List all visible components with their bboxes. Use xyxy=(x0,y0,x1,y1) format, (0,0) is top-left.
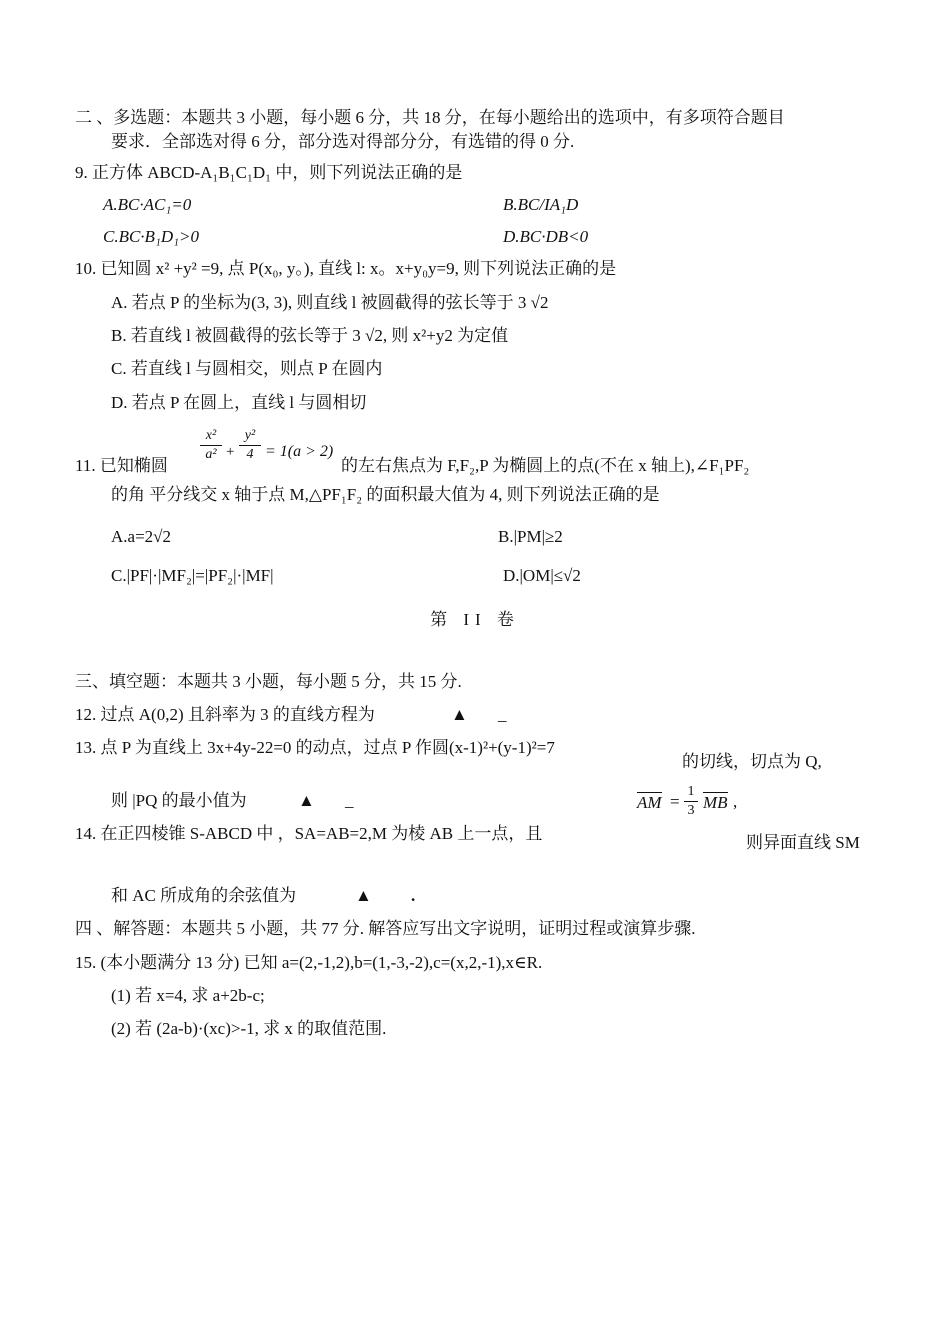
question-15-part-1: (1) 若 x=4, 求 a+2b-c; xyxy=(111,986,265,1005)
question-14-line1: 14. 在正四棱锥 S-ABCD 中 ，SA=AB=2,M 为棱 AB 上一点，且 xyxy=(75,824,543,843)
question-9-option-b: B.BC/IA₁D xyxy=(503,195,579,214)
question-10-option-d: D. 若点 P 在圆上，直线 l 与圆相切 xyxy=(111,393,367,412)
equation-denominator: 3 xyxy=(687,803,695,818)
equation-denominator: 4 xyxy=(246,447,254,462)
question-14-line2: 和 AC 所成角的余弦值为 xyxy=(111,886,297,905)
answer-blank-line: . xyxy=(411,886,416,905)
question-9-option-c: C.BC·B₁D₁>0 xyxy=(103,227,200,246)
vector-mb: MB xyxy=(703,793,728,812)
fraction-bar xyxy=(684,801,698,802)
question-14-line1-continued: 则异面直线 SM xyxy=(746,833,860,852)
answer-blank-marker: ▲ xyxy=(451,705,468,724)
answer-blank-marker: ▲ xyxy=(355,886,372,905)
volume-2-title: 第 II 卷 xyxy=(430,610,520,629)
equation-numerator: y² xyxy=(244,428,256,443)
question-11-suffix: 的左右焦点为 F,F₂,P 为椭圆上的点(不在 x 轴上),∠F₁PF₂ xyxy=(341,456,750,475)
equation-fraction-x2-a2 xyxy=(200,428,222,463)
equation-fraction-one-third xyxy=(684,784,698,819)
section2-heading-line2: 要求．全部选对得 6 分，部分选对得部分分，有选错的得 0 分. xyxy=(111,132,575,151)
section4-heading: 四 、解答题：本题共 5 小题，共 77 分. 解答应写出文字说明，证明过程或演算步骤. xyxy=(75,919,696,938)
question-11-option-c: C.|PF|·|MF₂|=|PF₂|·|MF| xyxy=(111,566,274,585)
section2-heading-line1: 二 、多选题：本题共 3 小题，每小题 6 分，共 18 分，在每小题给出的选项中，有多项符合题目 xyxy=(75,108,785,127)
question-11-option-a: A.a=2√2 xyxy=(111,527,171,546)
question-15-part-2: (2) 若 (2a-b)·(xc)>-1, 求 x 的取值范围. xyxy=(111,1019,387,1038)
answer-blank-line: _ xyxy=(345,791,354,810)
equation-numerator: 1 xyxy=(687,784,695,799)
equation-rhs: = 1(a > 2) xyxy=(265,443,334,460)
equation-plus: + xyxy=(226,444,235,460)
equation-denominator: a² xyxy=(205,447,217,462)
question-15-stem: 15. (本小题满分 13 分) 已知 a=(2,-1,2),b=(1,-3,-2),c=(x,2,-1),x∈R. xyxy=(75,953,543,972)
equation-equals: = xyxy=(670,792,680,811)
question-9-stem: 9. 正方体 ABCD-A₁B₁C₁D₁ 中，则下列说法正确的是 xyxy=(75,163,463,182)
equation-fraction-y2-4 xyxy=(239,428,261,463)
question-11-option-b: B.|PM|≥2 xyxy=(498,527,563,546)
question-10-stem: 10. 已知圆 x² +y² =9, 点 P(x₀, y。), 直线 l: x。x+y₀y=9, 则下列说法正确的是 xyxy=(75,259,617,278)
question-13-line2: 则 |PQ 的最小值为 xyxy=(111,791,247,810)
equation-comma: , xyxy=(733,792,738,811)
fraction-bar xyxy=(239,445,261,446)
question-13-line1: 13. 点 P 为直线上 3x+4y-22=0 的动点，过点 P 作圆(x-1)²+(y-1)²=7 xyxy=(75,738,555,757)
question-11-line2: 的角 平分线交 x 轴于点 M,△PF₁F₂ 的面积最大值为 4, 则下列说法正确的是 xyxy=(111,485,660,504)
section3-heading: 三、填空题：本题共 3 小题，每小题 5 分，共 15 分. xyxy=(75,672,462,691)
answer-blank-marker: ▲ xyxy=(298,791,315,810)
question-9-option-a: A.BC·AC₁=0 xyxy=(103,195,192,214)
question-11-prefix: 11. 已知椭圆 xyxy=(75,456,168,475)
fraction-bar xyxy=(200,445,222,446)
question-10-option-c: C. 若直线 l 与圆相交，则点 P 在圆内 xyxy=(111,359,383,378)
question-13-line1-continued: 的切线，切点为 Q, xyxy=(682,752,822,771)
question-12-text: 12. 过点 A(0,2) 且斜率为 3 的直线方程为 xyxy=(75,705,375,724)
answer-blank-line: _ xyxy=(498,705,507,724)
vector-am: AM xyxy=(637,793,662,812)
question-11-option-d: D.|OM|≤√2 xyxy=(503,566,581,585)
question-10-option-b: B. 若直线 l 被圆截得的弦长等于 3 √2, 则 x²+y2 为定值 xyxy=(111,326,509,345)
question-10-option-a: A. 若点 P 的坐标为(3, 3), 则直线 l 被圆截得的弦长等于 3 √2 xyxy=(111,293,549,312)
equation-numerator: x² xyxy=(205,428,217,443)
question-9-option-d: D.BC·DB<0 xyxy=(503,227,589,246)
